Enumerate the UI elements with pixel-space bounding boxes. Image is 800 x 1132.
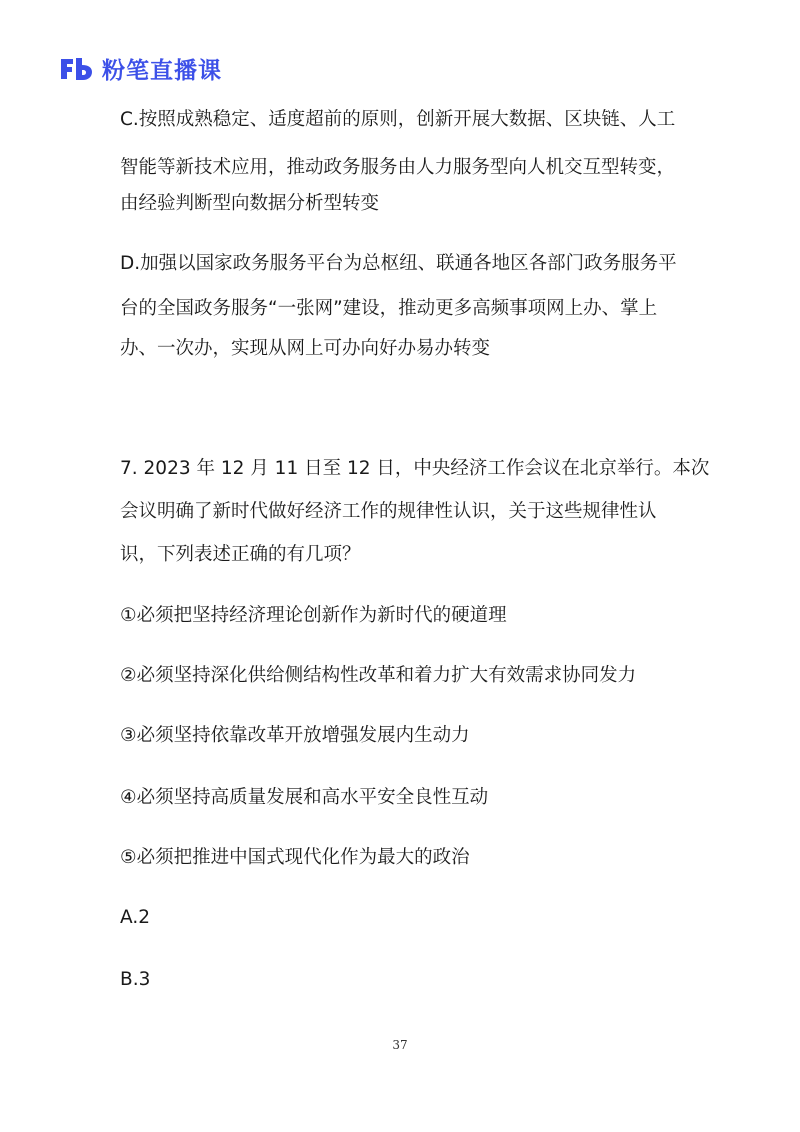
page-number: 37	[392, 1038, 408, 1052]
answer-option-a: A.2	[120, 907, 150, 928]
statement-item-4: ④必须坚持高质量发展和高水平安全良性互动	[120, 787, 489, 808]
statement-item-3: ③必须坚持依靠改革开放增强发展内生动力	[120, 725, 470, 746]
option-c-line-3: 由经验判断型向数据分析型转变	[120, 193, 380, 214]
answer-option-b: B.3	[120, 969, 151, 990]
brand-logo	[58, 52, 222, 85]
option-c-line-1: C.按照成熟稳定、适度超前的原则，创新开展大数据、区块链、人工	[120, 109, 676, 130]
question-stem-line-3: 识，下列表述正确的有几项？	[120, 544, 361, 565]
statement-item-1: ①必须把坚持经济理论创新作为新时代的硬道理	[120, 605, 507, 626]
fenbi-logo-icon	[58, 56, 94, 82]
logo-text: 粉笔直播课	[102, 58, 222, 84]
question-stem-line-1: 7. 2023 年 12 月 11 日至 12 日，中央经济工作会议在北京举行。本次	[120, 458, 710, 479]
question-stem-line-2: 会议明确了新时代做好经济工作的规律性认识，关于这些规律性认	[120, 501, 657, 522]
option-d-line-3: 办、一次办，实现从网上可办向好办易办转变	[120, 338, 491, 359]
statement-item-5: ⑤必须把推进中国式现代化作为最大的政治	[120, 847, 470, 868]
option-d-line-1: D.加强以国家政务服务平台为总枢纽、联通各地区各部门政务服务平	[120, 253, 677, 274]
option-c-line-2: 智能等新技术应用，推动政务服务由人力服务型向人机交互型转变，	[120, 157, 676, 178]
option-d-line-2: 台的全国政务服务“一张网”建设，推动更多高频事项网上办、掌上	[120, 298, 658, 319]
statement-item-2: ②必须坚持深化供给侧结构性改革和着力扩大有效需求协同发力	[120, 665, 637, 686]
